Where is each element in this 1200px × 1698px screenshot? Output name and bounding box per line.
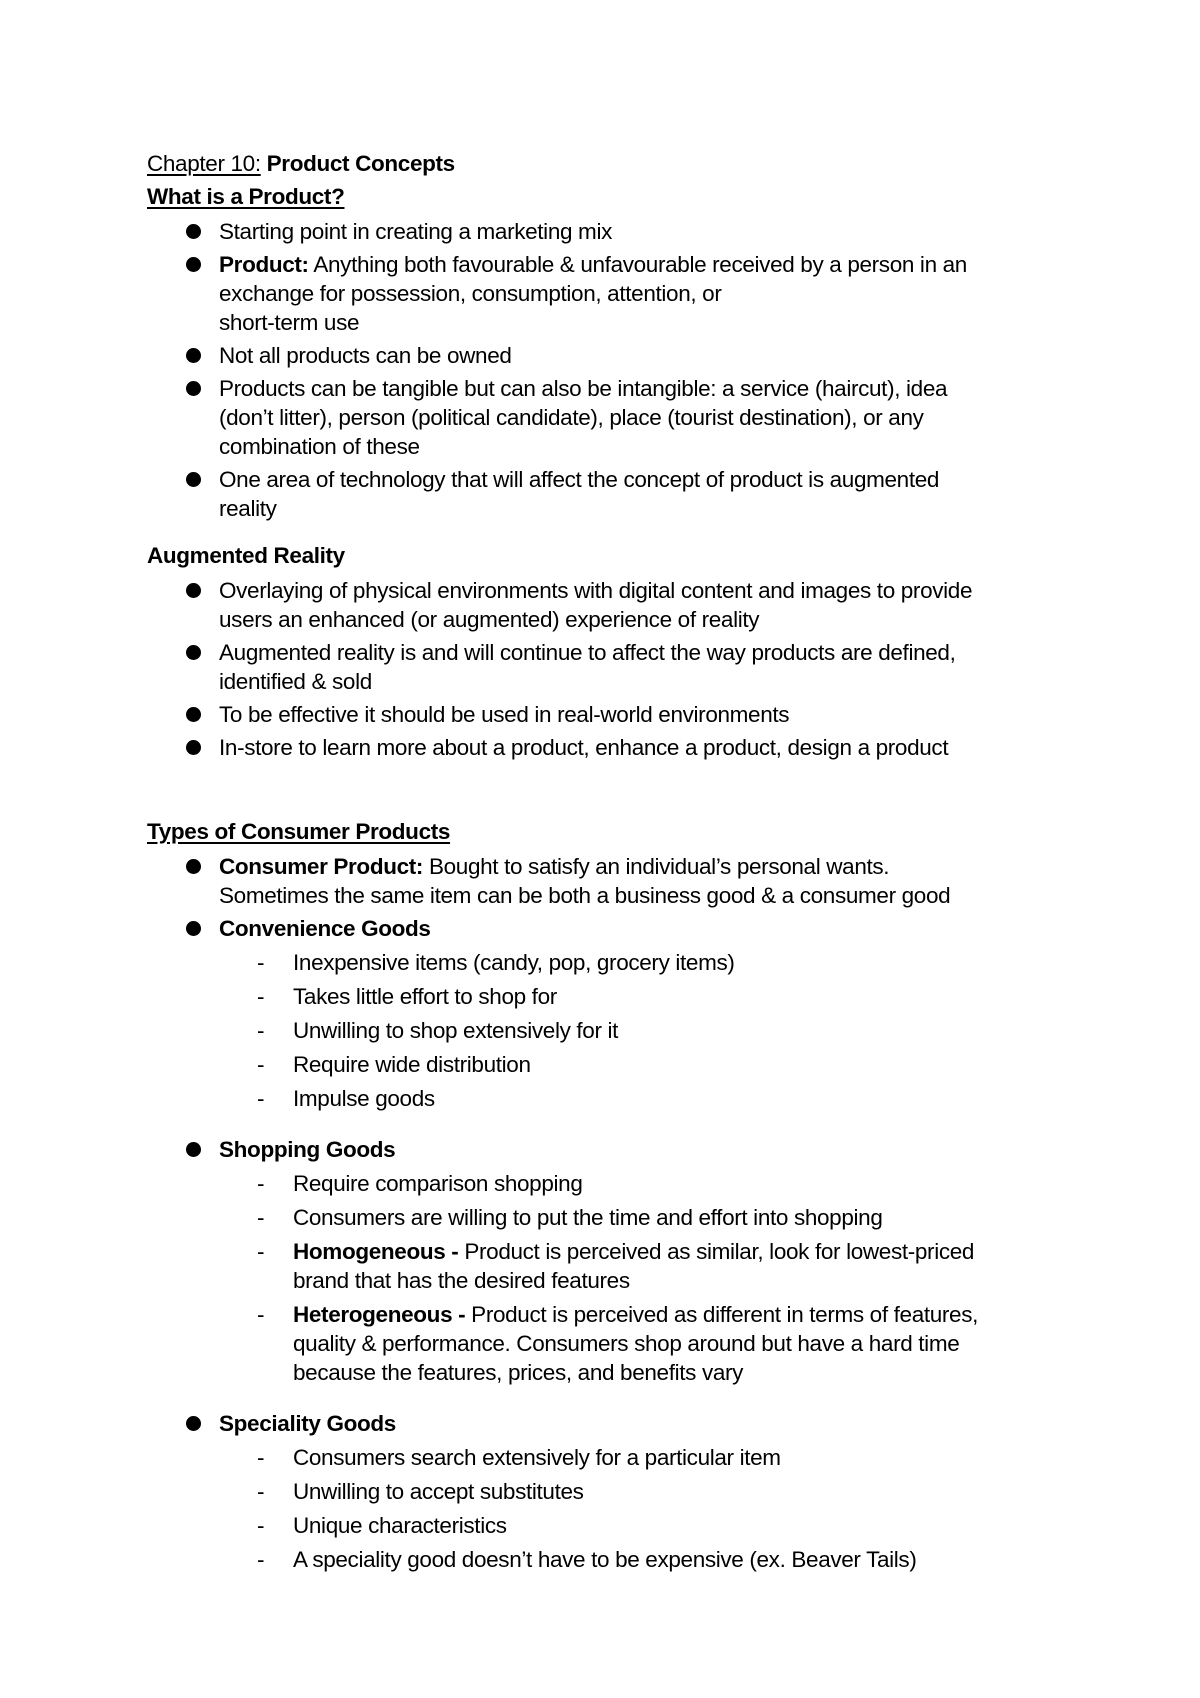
bullet-item: Not all products can be owned xyxy=(147,341,1077,370)
section-heading-what-is-product: What is a Product? xyxy=(147,184,345,209)
chapter-label: Chapter 10: xyxy=(147,151,261,176)
dash-marker: - xyxy=(257,950,265,975)
dash-item-homogeneous: - Homogeneous - Product is perceived as similar, look for lowest-priced brand that has the desired features xyxy=(257,1239,975,1293)
term-product: Product: xyxy=(219,252,309,277)
chapter-heading xyxy=(147,147,1077,180)
dash-marker: - xyxy=(257,1445,265,1470)
bullet-item-shopping-goods: Shopping Goods xyxy=(147,1135,1077,1164)
dash-item: - Impulse goods xyxy=(257,1086,435,1111)
term-heterogeneous: Heterogeneous - xyxy=(293,1302,466,1327)
dash-marker: - xyxy=(257,1479,265,1504)
bullet-icon xyxy=(186,645,201,660)
dash-item: - Unique characteristics xyxy=(257,1513,507,1538)
bullet-item: In-store to learn more about a product, enhance a product, design a product xyxy=(147,733,1077,762)
dash-marker: - xyxy=(257,1239,265,1264)
dash-marker: - xyxy=(257,984,265,1009)
dash-item: - Unwilling to accept substitutes xyxy=(257,1479,584,1504)
bullet-item: Overlaying of physical environments with digital content and images to provide users an enhanced (or augmented) experience of reality xyxy=(147,576,1077,634)
bullet-icon xyxy=(186,859,201,874)
bullet-item-speciality-goods: Speciality Goods xyxy=(147,1409,1077,1438)
dash-marker: - xyxy=(257,1171,265,1196)
dash-marker: - xyxy=(257,1547,265,1572)
bullet-icon xyxy=(186,583,201,598)
dash-item: - Takes little effort to shop for xyxy=(257,984,557,1009)
bullet-icon xyxy=(186,1142,201,1157)
bullet-item: To be effective it should be used in real-world environments xyxy=(147,700,1077,729)
dash-item: - A speciality good doesn’t have to be expensive (ex. Beaver Tails) xyxy=(257,1547,917,1572)
dash-item: - Unwilling to shop extensively for it xyxy=(257,1018,619,1043)
dash-item: - Require wide distribution xyxy=(257,1052,531,1077)
dash-marker: - xyxy=(257,1302,265,1327)
dash-item: - Require comparison shopping xyxy=(257,1171,583,1196)
dash-item-heterogeneous: - Heterogeneous - Product is perceived as different in terms of features, quality & performance. Consumers shop around but have a hard time because the features, prices, and benefits vary xyxy=(257,1302,979,1385)
dash-item: - Consumers are willing to put the time and effort into shopping xyxy=(257,1205,883,1230)
section-heading-augmented-reality: Augmented Reality xyxy=(147,543,345,568)
dash-marker: - xyxy=(257,1018,265,1043)
bullet-item: Augmented reality is and will continue to affect the way products are defined, identified & sold xyxy=(147,638,1077,696)
bullet-item: One area of technology that will affect the concept of product is augmented reality xyxy=(147,465,1077,523)
bullet-icon xyxy=(186,921,201,936)
chapter-title: Product Concepts xyxy=(260,151,455,176)
bullet-icon xyxy=(186,472,201,487)
bullet-item-product: Product: Anything both favourable & unfavourable received by a person in an exchange for possession, consumption, attention, or short-term use xyxy=(147,250,1077,337)
bullet-item-consumer-product: Consumer Product: Bought to satisfy an individual’s personal wants. Sometimes the same item can be both a business good & a consumer good xyxy=(147,852,1077,910)
bullet-item-convenience-goods: Convenience Goods xyxy=(147,914,1077,943)
term-homogeneous: Homogeneous - xyxy=(293,1239,459,1264)
document-page xyxy=(147,147,1077,1574)
dash-marker: - xyxy=(257,1513,265,1538)
dash-marker: - xyxy=(257,1052,265,1077)
bullet-icon xyxy=(186,707,201,722)
dash-item: - Inexpensive items (candy, pop, grocery items) xyxy=(257,950,735,975)
dash-marker: - xyxy=(257,1205,265,1230)
bullet-icon xyxy=(186,740,201,755)
dash-marker: - xyxy=(257,1086,265,1111)
bullet-item: Products can be tangible but can also be intangible: a service (haircut), idea (don’t litter), person (political candidate), place (tourist destination), or any combination of these xyxy=(147,374,1077,461)
bullet-icon xyxy=(186,1416,201,1431)
bullet-icon xyxy=(186,348,201,363)
section-heading-consumer-products: Types of Consumer Products xyxy=(147,819,451,844)
bullet-item: Starting point in creating a marketing mix xyxy=(147,217,1077,246)
term-consumer-product: Consumer Product: xyxy=(219,854,424,879)
bullet-icon xyxy=(186,381,201,396)
bullet-icon xyxy=(186,257,201,272)
dash-item: - Consumers search extensively for a particular item xyxy=(257,1445,781,1470)
bullet-icon xyxy=(186,224,201,239)
